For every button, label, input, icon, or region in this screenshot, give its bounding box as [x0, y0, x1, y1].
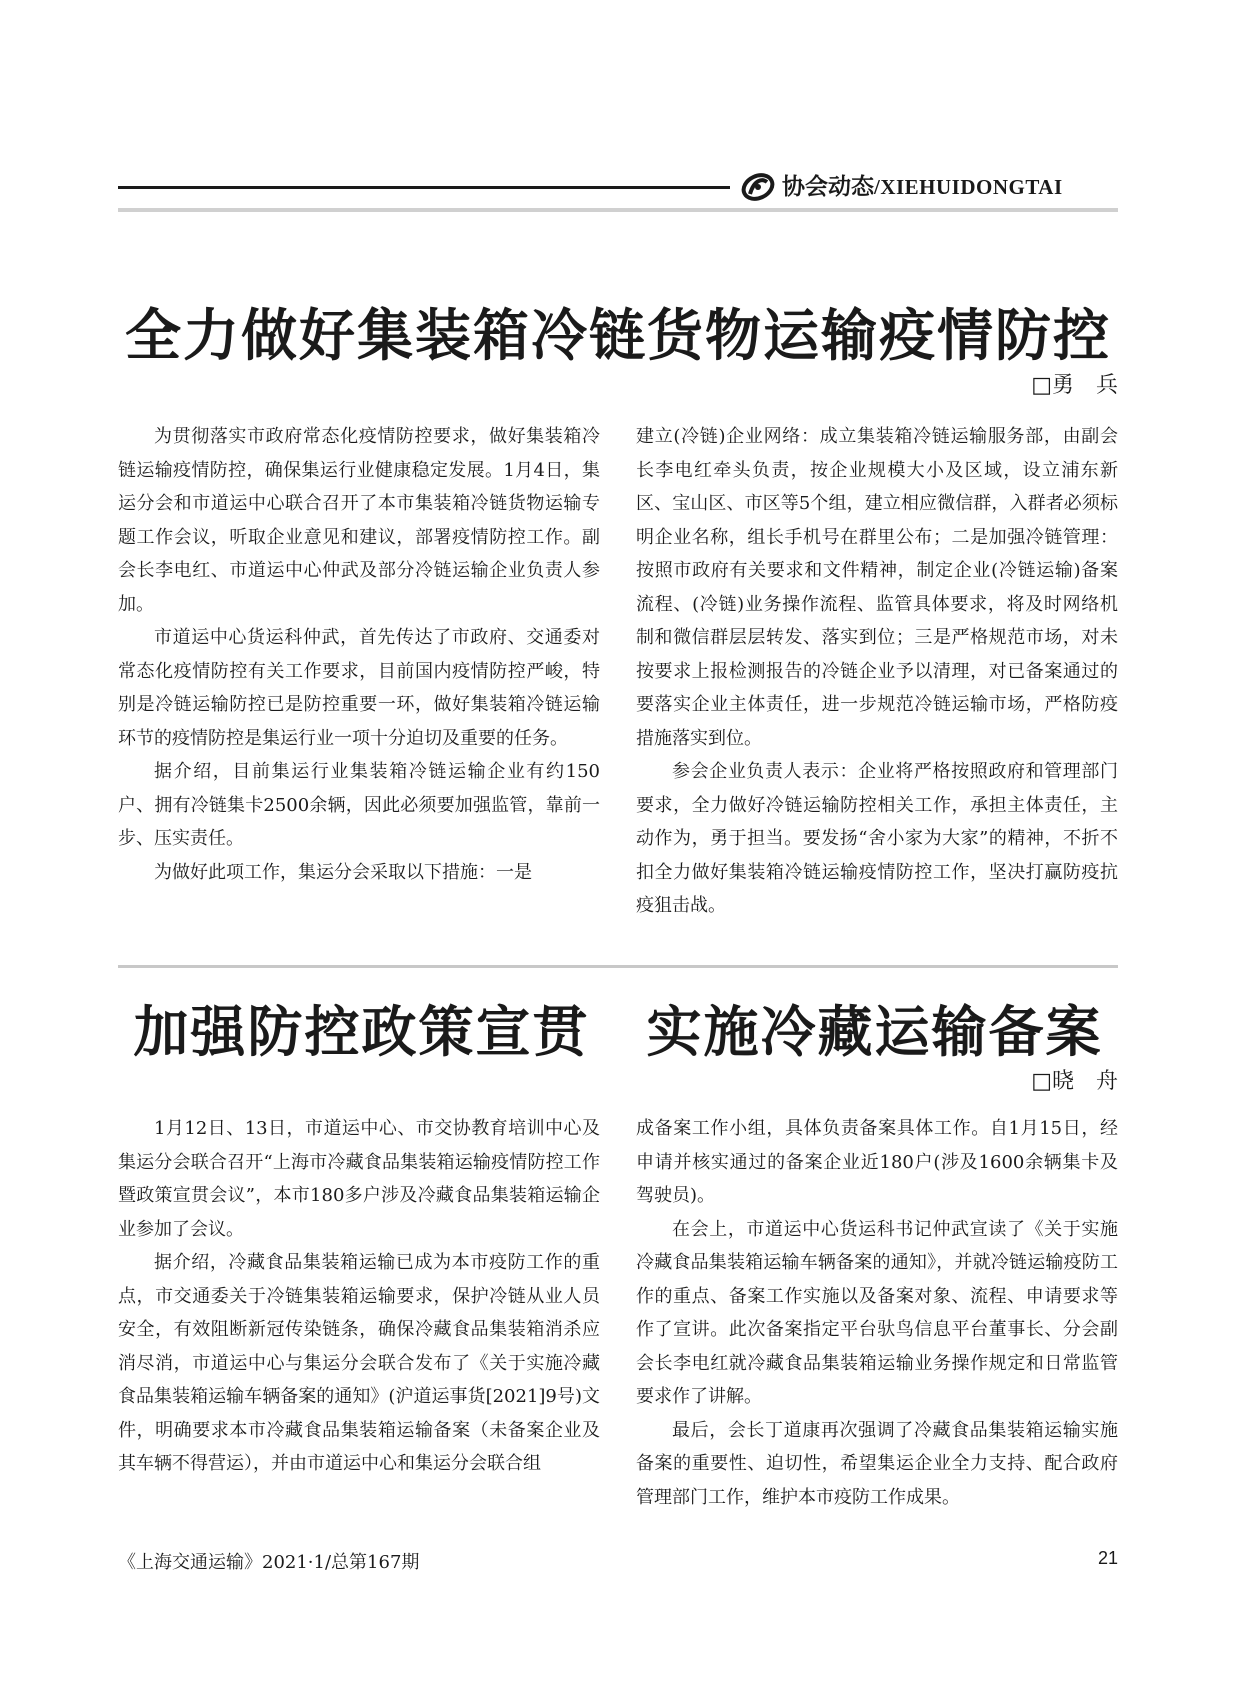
journal-footer: 《上海交通运输》2021·1/总第167期 [118, 1552, 420, 1573]
article-paragraph: 建立(冷链)企业网络：成立集装箱冷链运输服务部，由副会长李电红牵头负责，按企业规模大小及区域，设立浦东新区、宝山区、市区等5个组，建立相应微信群，入群者必须标明企业名称，组长手机号在群里公布；二是加强冷链管理：按照市政府有关要求和文件精神，制定企业(冷链运输)备案流程、(冷链)业务操作流程、监管具体要求，将及时网络机制和微信群层层转发、落实到位；三是严格规范市场，对未按要求上报检测报告的冷链企业予以清理，对已备案通过的要落实企业主体责任，进一步规范冷链运输市场，严格防疫措施落实到位。 [636, 426, 1118, 749]
article-paragraph: 最后，会长丁道康再次强调了冷藏食品集装箱运输实施备案的重要性、迫切性，希望集运企业全力支持、配合政府管理部门工作，维护本市疫防工作成果。 [636, 1419, 1118, 1508]
page-number: 21 [1097, 1548, 1118, 1568]
article-divider [118, 965, 1118, 968]
article-paragraph: 参会企业负责人表示：企业将严格按照政府和管理部门要求，全力做好冷链运输防控相关工作，承担主体责任，主动作为，勇于担当。要发扬“舍小家为大家”的精神，不折不扣全力做好集装箱冷链运输疫情防控工作，坚决打赢防疫抗疫狙击战。 [636, 761, 1118, 916]
article-2-title: 加强防控政策宣贯 实施冷藏运输备案 [133, 999, 1103, 1064]
section-header [118, 168, 1118, 212]
section-title-en: /XIEHUIDONGTAI [874, 175, 1063, 199]
magazine-page [118, 0, 1118, 1682]
article-paragraph: 市道运中心货运科仲武，首先传达了市政府、交通委对常态化疫情防控有关工作要求，目前国内疫情防控严峻，特别是冷链运输防控已是防控重要一环，做好集装箱冷链运输环节的疫情防控是集运行业一项十分迫切及重要的任务。 [118, 627, 600, 749]
article-2-right-column [636, 1112, 1118, 1514]
article-paragraph: 在会上，市道运中心货运科书记仲武宣读了《关于实施冷藏食品集装箱运输车辆备案的通知》，并就冷链运输疫防工作的重点、备案工作实施以及备案对象、流程、申请要求等作了宣讲。此次备案指定平台驮鸟信息平台董事长、分会副会长李电红就冷藏食品集装箱运输业务操作规定和日常监管要求作了讲解。 [636, 1218, 1118, 1407]
article-paragraph: 为做好此项工作，集运分会采取以下措施：一是 [154, 861, 532, 883]
section-title [782, 168, 1063, 206]
article-2-byline: □晓 舟 [1031, 1069, 1118, 1094]
header-line [118, 186, 730, 189]
article-paragraph: 据介绍，冷藏食品集装箱运输已成为本市疫防工作的重点，市交通委关于冷链集装箱运输要求，保护冷链从业人员安全，有效阻断新冠传染链条，确保冷藏食品集装箱消杀应消尽消，市道运中心与集运分会联合发布了《关于实施冷藏食品集装箱运输车辆备案的通知》(沪道运事货[2021]9号)文件，明确要求本市冷藏食品集装箱运输备案（未备案企业及其车辆不得营运），并由市道运中心和集运分会联合组 [118, 1252, 600, 1474]
article-paragraph: 为贯彻落实市政府常态化疫情防控要求，做好集装箱冷链运输疫情防控，确保集运行业健康稳定发展。1月4日，集运分会和市道运中心联合召开了本市集装箱冷链货物运输专题工作会议，听取企业意见和建议，部署疫情防控工作。副会长李电红、市道运中心仲武及部分冷链运输企业负责人参加。 [118, 426, 600, 615]
article-1-byline: □勇 兵 [1031, 373, 1118, 398]
article-paragraph: 1月12日、13日，市道运中心、市交协教育培训中心及集运分会联合召开“上海市冷藏食品集装箱运输疫情防控工作暨政策宣贯会议”，本市180多户涉及冷藏食品集装箱运输企业参加了会议。 [118, 1118, 600, 1240]
header-rule [118, 208, 1118, 212]
article-1-title: 全力做好集装箱冷链货物运输疫情防控 [125, 303, 1111, 369]
article-1-right-column [636, 420, 1118, 923]
article-paragraph: 成备案工作小组，具体负责备案具体工作。自1月15日，经申请并核实通过的备案企业近180户(涉及1600余辆集卡及驾驶员)。 [636, 1118, 1118, 1206]
article-1-left-column [118, 420, 600, 889]
article-paragraph: 据介绍，目前集运行业集装箱冷链运输企业有约150户、拥有冷链集卡2500余辆，因此必须要加强监管，靠前一步、压实责任。 [118, 761, 600, 849]
article-2-left-column [118, 1112, 600, 1481]
section-title-cn: 协会动态 [782, 173, 874, 200]
association-logo-icon [740, 170, 776, 204]
